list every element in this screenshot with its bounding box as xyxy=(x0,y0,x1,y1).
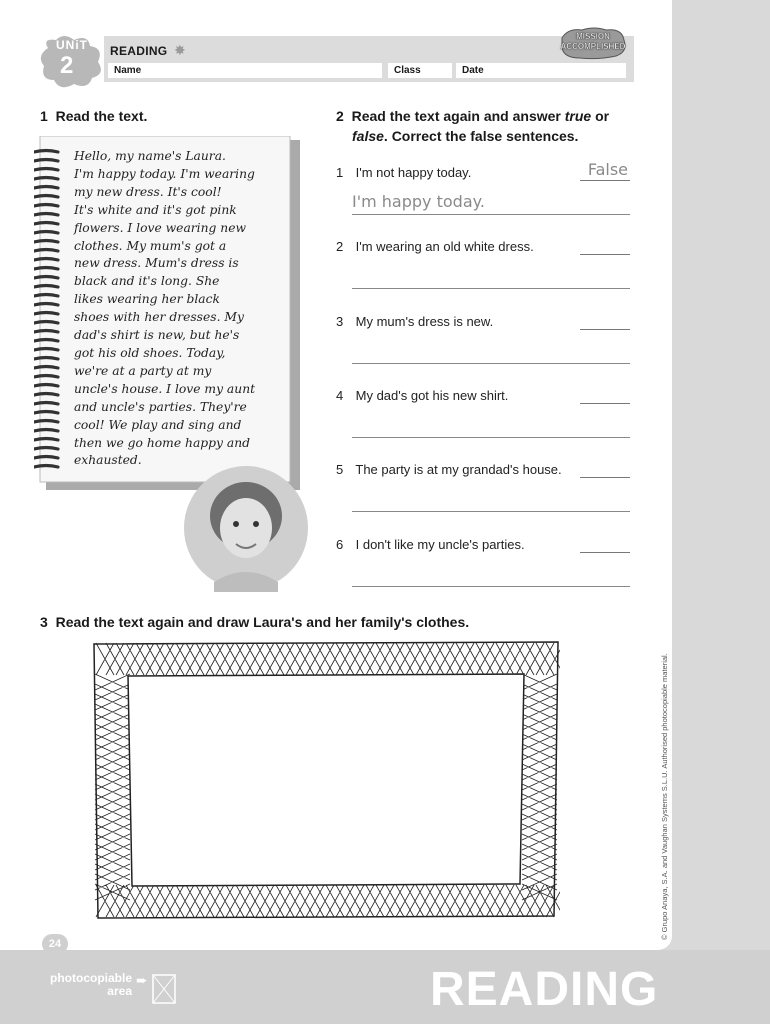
name-field[interactable]: Name xyxy=(108,63,382,78)
class-field[interactable]: Class xyxy=(388,63,452,78)
text-line: my new dress. It's cool! xyxy=(74,184,222,199)
true-false-blank[interactable] xyxy=(580,463,630,478)
correction-line[interactable] xyxy=(352,272,630,289)
text-line: shoes with her dresses. My xyxy=(74,310,244,325)
text-line: uncle's house. I love my aunt xyxy=(74,381,256,396)
correction-line[interactable] xyxy=(352,192,630,215)
text-line: I'm happy today. I'm wearing xyxy=(74,166,255,181)
section-title: READING xyxy=(110,44,168,58)
true-false-blank[interactable] xyxy=(580,160,630,181)
star-icon: ✸ xyxy=(174,42,186,58)
question-6 xyxy=(336,536,525,554)
text-line: dad's shirt is new, but he's xyxy=(74,328,240,343)
question-number: 3 xyxy=(336,314,344,329)
date-field[interactable]: Date xyxy=(456,63,626,78)
question-text: My dad's got his new shirt. xyxy=(355,388,509,403)
unit-number: 2 xyxy=(60,52,74,79)
true-false-blank[interactable] xyxy=(580,389,630,404)
question-3 xyxy=(336,313,493,331)
girl-photo xyxy=(178,464,312,592)
question-number: 1 xyxy=(336,165,344,180)
question-number: 6 xyxy=(336,537,344,552)
text-line: and uncle's parties. They're xyxy=(74,399,247,414)
correction-line[interactable] xyxy=(352,570,630,587)
question-2 xyxy=(336,238,534,256)
text-line: we're at a party at my xyxy=(74,363,212,378)
question-text: My mum's dress is new. xyxy=(355,314,494,329)
unit-label: UNiT xyxy=(56,38,88,52)
correction-line[interactable] xyxy=(352,421,630,438)
text-line: flowers. I love wearing new xyxy=(74,220,247,235)
text-line: clothes. My mum's got a xyxy=(74,238,227,253)
cut-box-icon xyxy=(152,974,176,1004)
correction-line[interactable] xyxy=(352,347,630,364)
text-line: new dress. Mum's dress is xyxy=(74,256,239,271)
copyright-notice: © Grupo Anaya, S.A. and Vaughan Systems S.L.U. Authorised photocopiable material. xyxy=(660,653,669,940)
question-text: I'm not happy today. xyxy=(355,165,472,180)
exercise-1-heading: 1 Read the text. xyxy=(40,108,148,124)
text-line: got his old shoes. Today, xyxy=(74,345,226,360)
text-line: then we go home happy and xyxy=(74,435,251,450)
text-line: It's white and it's got pink xyxy=(74,202,237,217)
text-line: black and it's long. She xyxy=(74,274,220,289)
exercise-3-heading: 3 Read the text again and draw Laura's and her family's clothes. xyxy=(40,614,470,630)
question-5 xyxy=(336,461,562,479)
question-number: 5 xyxy=(336,462,344,477)
true-false-blank[interactable] xyxy=(580,538,630,553)
answer-text: False xyxy=(587,160,628,179)
true-false-blank[interactable] xyxy=(580,315,630,330)
question-number: 2 xyxy=(336,239,344,254)
question-4 xyxy=(336,387,508,405)
drawing-frame[interactable] xyxy=(92,640,560,920)
text-line: Hello, my name's Laura. xyxy=(74,149,226,163)
correction-line[interactable] xyxy=(352,495,630,512)
question-text: The party is at my grandad's house. xyxy=(355,462,562,477)
laura-text xyxy=(74,148,274,470)
text-line: likes wearing her black xyxy=(74,292,220,307)
question-text: I don't like my uncle's parties. xyxy=(355,537,525,552)
true-false-blank[interactable] xyxy=(580,240,630,255)
question-number: 4 xyxy=(336,388,344,403)
text-line: cool! We play and sing and xyxy=(74,417,242,432)
exercise-2-heading: 2 Read the text again and answer true or false. Correct the false sentences. xyxy=(336,108,610,144)
photocopiable-label: photocopiable area xyxy=(50,971,132,998)
logo-text: MISSION ACCOMPLISHED xyxy=(560,32,626,51)
footer-title: READING xyxy=(430,963,659,1016)
correction-text: I'm happy today. xyxy=(352,192,485,211)
arrow-right-icon: ➨ xyxy=(136,972,148,988)
page-number: 24 xyxy=(42,934,68,954)
text-line: exhausted. xyxy=(74,453,142,468)
question-text: I'm wearing an old white dress. xyxy=(355,239,534,254)
question-1 xyxy=(336,164,471,182)
